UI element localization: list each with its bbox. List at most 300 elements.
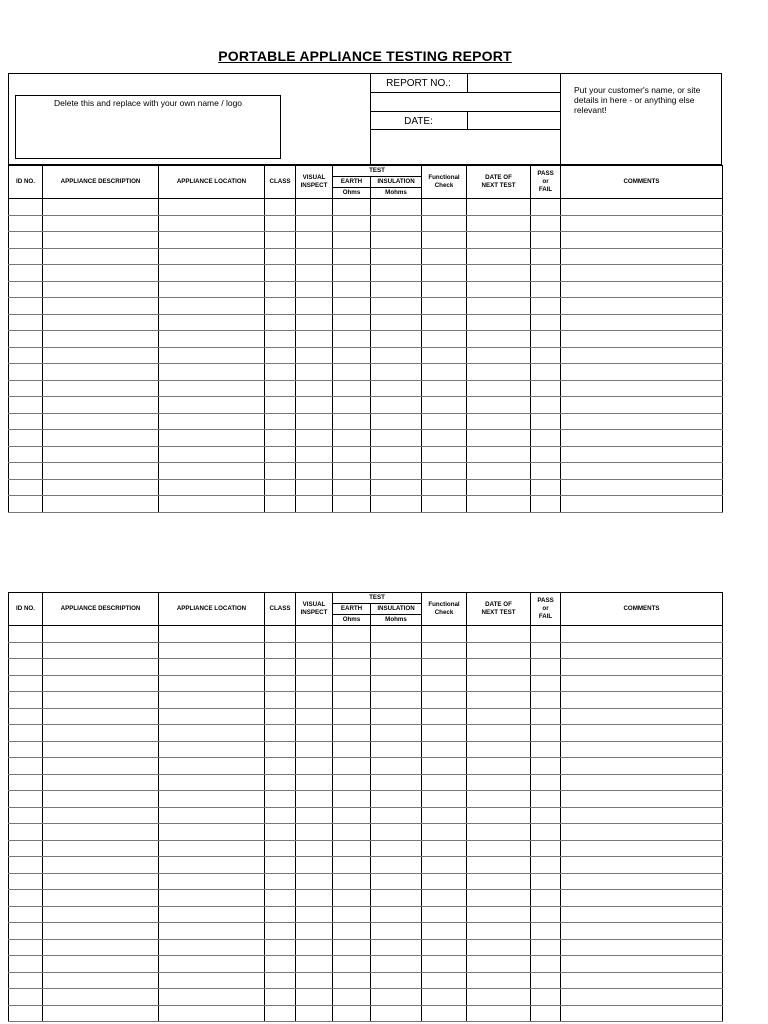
table-cell[interactable]	[159, 675, 265, 692]
table-cell[interactable]	[561, 741, 723, 758]
table-cell[interactable]	[159, 692, 265, 709]
table-cell[interactable]	[333, 675, 371, 692]
table-cell[interactable]	[422, 642, 467, 659]
table-cell[interactable]	[467, 692, 531, 709]
table-cell[interactable]	[43, 281, 159, 298]
table-cell[interactable]	[371, 314, 422, 331]
table-cell[interactable]	[371, 989, 422, 1006]
table-cell[interactable]	[531, 840, 561, 857]
table-cell[interactable]	[422, 774, 467, 791]
table-cell[interactable]	[531, 347, 561, 364]
table-cell[interactable]	[531, 873, 561, 890]
table-cell[interactable]	[296, 873, 333, 890]
table-cell[interactable]	[265, 496, 296, 513]
table-cell[interactable]	[43, 380, 159, 397]
table-cell[interactable]	[333, 463, 371, 480]
table-cell[interactable]	[531, 199, 561, 216]
table-cell[interactable]	[333, 430, 371, 447]
table-cell[interactable]	[371, 248, 422, 265]
table-cell[interactable]	[467, 824, 531, 841]
table-cell[interactable]	[296, 659, 333, 676]
table-cell[interactable]	[333, 692, 371, 709]
table-cell[interactable]	[561, 758, 723, 775]
table-cell[interactable]	[9, 298, 43, 315]
table-cell[interactable]	[467, 626, 531, 643]
table-cell[interactable]	[159, 199, 265, 216]
table-cell[interactable]	[422, 397, 467, 414]
table-cell[interactable]	[296, 857, 333, 874]
table-cell[interactable]	[296, 199, 333, 216]
table-cell[interactable]	[296, 463, 333, 480]
table-cell[interactable]	[467, 281, 531, 298]
table-cell[interactable]	[265, 446, 296, 463]
table-cell[interactable]	[422, 758, 467, 775]
table-cell[interactable]	[43, 692, 159, 709]
table-cell[interactable]	[531, 215, 561, 232]
table-cell[interactable]	[159, 397, 265, 414]
table-cell[interactable]	[9, 956, 43, 973]
table-cell[interactable]	[531, 890, 561, 907]
table-cell[interactable]	[422, 956, 467, 973]
table-cell[interactable]	[371, 890, 422, 907]
table-cell[interactable]	[467, 642, 531, 659]
table-cell[interactable]	[43, 446, 159, 463]
table-cell[interactable]	[531, 298, 561, 315]
table-cell[interactable]	[296, 956, 333, 973]
table-cell[interactable]	[296, 248, 333, 265]
table-cell[interactable]	[43, 890, 159, 907]
table-cell[interactable]	[9, 659, 43, 676]
table-cell[interactable]	[561, 626, 723, 643]
table-cell[interactable]	[422, 380, 467, 397]
table-cell[interactable]	[561, 791, 723, 808]
table-cell[interactable]	[265, 642, 296, 659]
table-cell[interactable]	[9, 331, 43, 348]
table-cell[interactable]	[9, 314, 43, 331]
table-cell[interactable]	[467, 725, 531, 742]
table-cell[interactable]	[296, 397, 333, 414]
table-cell[interactable]	[296, 215, 333, 232]
table-cell[interactable]	[561, 675, 723, 692]
table-cell[interactable]	[422, 281, 467, 298]
table-cell[interactable]	[43, 758, 159, 775]
table-cell[interactable]	[43, 659, 159, 676]
table-cell[interactable]	[561, 642, 723, 659]
table-cell[interactable]	[561, 890, 723, 907]
table-cell[interactable]	[422, 840, 467, 857]
table-cell[interactable]	[422, 232, 467, 249]
table-cell[interactable]	[371, 972, 422, 989]
table-cell[interactable]	[531, 248, 561, 265]
table-cell[interactable]	[296, 380, 333, 397]
table-cell[interactable]	[422, 430, 467, 447]
table-cell[interactable]	[296, 840, 333, 857]
table-cell[interactable]	[422, 347, 467, 364]
table-cell[interactable]	[467, 232, 531, 249]
table-cell[interactable]	[333, 758, 371, 775]
table-cell[interactable]	[43, 989, 159, 1006]
table-cell[interactable]	[422, 708, 467, 725]
table-cell[interactable]	[159, 741, 265, 758]
table-cell[interactable]	[9, 642, 43, 659]
table-cell[interactable]	[159, 939, 265, 956]
table-cell[interactable]	[43, 675, 159, 692]
table-cell[interactable]	[422, 479, 467, 496]
table-cell[interactable]	[159, 824, 265, 841]
table-cell[interactable]	[159, 479, 265, 496]
table-cell[interactable]	[159, 857, 265, 874]
table-cell[interactable]	[265, 824, 296, 841]
table-cell[interactable]	[422, 890, 467, 907]
table-cell[interactable]	[43, 496, 159, 513]
table-cell[interactable]	[333, 281, 371, 298]
table-cell[interactable]	[467, 380, 531, 397]
table-cell[interactable]	[531, 692, 561, 709]
table-cell[interactable]	[371, 873, 422, 890]
table-cell[interactable]	[371, 463, 422, 480]
table-cell[interactable]	[333, 626, 371, 643]
table-cell[interactable]	[561, 430, 723, 447]
table-cell[interactable]	[9, 199, 43, 216]
table-cell[interactable]	[265, 857, 296, 874]
table-cell[interactable]	[265, 741, 296, 758]
table-cell[interactable]	[371, 215, 422, 232]
table-cell[interactable]	[531, 659, 561, 676]
table-cell[interactable]	[422, 906, 467, 923]
table-cell[interactable]	[371, 430, 422, 447]
table-cell[interactable]	[467, 956, 531, 973]
table-cell[interactable]	[159, 380, 265, 397]
table-cell[interactable]	[43, 199, 159, 216]
table-cell[interactable]	[265, 906, 296, 923]
table-cell[interactable]	[265, 956, 296, 973]
table-cell[interactable]	[333, 791, 371, 808]
table-cell[interactable]	[159, 774, 265, 791]
table-cell[interactable]	[9, 265, 43, 282]
table-cell[interactable]	[333, 248, 371, 265]
table-cell[interactable]	[265, 725, 296, 742]
date-field[interactable]	[468, 112, 560, 129]
table-cell[interactable]	[265, 479, 296, 496]
report-no-field[interactable]	[468, 74, 560, 92]
table-cell[interactable]	[531, 331, 561, 348]
table-cell[interactable]	[333, 496, 371, 513]
table-cell[interactable]	[9, 741, 43, 758]
table-cell[interactable]	[371, 708, 422, 725]
table-cell[interactable]	[531, 857, 561, 874]
table-cell[interactable]	[296, 807, 333, 824]
table-cell[interactable]	[467, 463, 531, 480]
table-cell[interactable]	[531, 972, 561, 989]
table-cell[interactable]	[265, 840, 296, 857]
table-cell[interactable]	[371, 232, 422, 249]
table-cell[interactable]	[159, 446, 265, 463]
table-cell[interactable]	[265, 807, 296, 824]
table-cell[interactable]	[467, 298, 531, 315]
table-cell[interactable]	[9, 989, 43, 1006]
table-cell[interactable]	[371, 446, 422, 463]
table-cell[interactable]	[265, 199, 296, 216]
table-cell[interactable]	[296, 331, 333, 348]
table-cell[interactable]	[561, 807, 723, 824]
table-cell[interactable]	[333, 741, 371, 758]
table-cell[interactable]	[371, 791, 422, 808]
table-cell[interactable]	[9, 281, 43, 298]
table-cell[interactable]	[9, 446, 43, 463]
table-cell[interactable]	[265, 298, 296, 315]
table-cell[interactable]	[467, 314, 531, 331]
table-cell[interactable]	[333, 413, 371, 430]
table-cell[interactable]	[296, 232, 333, 249]
table-cell[interactable]	[159, 463, 265, 480]
table-cell[interactable]	[296, 298, 333, 315]
table-cell[interactable]	[467, 446, 531, 463]
table-cell[interactable]	[159, 791, 265, 808]
table-cell[interactable]	[296, 708, 333, 725]
table-cell[interactable]	[333, 857, 371, 874]
table-cell[interactable]	[561, 281, 723, 298]
table-cell[interactable]	[43, 824, 159, 841]
table-cell[interactable]	[371, 642, 422, 659]
table-cell[interactable]	[371, 347, 422, 364]
table-cell[interactable]	[561, 479, 723, 496]
table-cell[interactable]	[422, 923, 467, 940]
table-cell[interactable]	[467, 906, 531, 923]
table-cell[interactable]	[467, 840, 531, 857]
table-cell[interactable]	[561, 413, 723, 430]
table-cell[interactable]	[333, 906, 371, 923]
table-cell[interactable]	[43, 1005, 159, 1022]
table-cell[interactable]	[561, 265, 723, 282]
table-cell[interactable]	[333, 972, 371, 989]
logo-placeholder-box[interactable]	[15, 95, 281, 159]
table-cell[interactable]	[561, 248, 723, 265]
table-cell[interactable]	[333, 265, 371, 282]
table-cell[interactable]	[467, 857, 531, 874]
table-cell[interactable]	[296, 741, 333, 758]
table-cell[interactable]	[9, 232, 43, 249]
table-cell[interactable]	[422, 199, 467, 216]
table-cell[interactable]	[531, 397, 561, 414]
table-cell[interactable]	[159, 989, 265, 1006]
table-cell[interactable]	[159, 215, 265, 232]
table-cell[interactable]	[333, 890, 371, 907]
table-cell[interactable]	[422, 741, 467, 758]
table-cell[interactable]	[265, 380, 296, 397]
table-cell[interactable]	[531, 824, 561, 841]
table-cell[interactable]	[265, 939, 296, 956]
table-cell[interactable]	[296, 314, 333, 331]
table-cell[interactable]	[43, 906, 159, 923]
table-cell[interactable]	[159, 232, 265, 249]
table-cell[interactable]	[333, 708, 371, 725]
table-cell[interactable]	[159, 364, 265, 381]
table-cell[interactable]	[531, 1005, 561, 1022]
table-cell[interactable]	[296, 496, 333, 513]
table-cell[interactable]	[561, 199, 723, 216]
table-cell[interactable]	[422, 446, 467, 463]
table-cell[interactable]	[296, 890, 333, 907]
table-cell[interactable]	[265, 265, 296, 282]
table-cell[interactable]	[561, 989, 723, 1006]
table-cell[interactable]	[333, 364, 371, 381]
table-cell[interactable]	[531, 758, 561, 775]
table-cell[interactable]	[43, 840, 159, 857]
table-cell[interactable]	[296, 430, 333, 447]
table-cell[interactable]	[467, 265, 531, 282]
table-cell[interactable]	[265, 708, 296, 725]
table-cell[interactable]	[467, 774, 531, 791]
table-cell[interactable]	[561, 956, 723, 973]
table-cell[interactable]	[333, 989, 371, 1006]
table-cell[interactable]	[531, 956, 561, 973]
table-cell[interactable]	[265, 659, 296, 676]
table-cell[interactable]	[265, 791, 296, 808]
table-cell[interactable]	[467, 248, 531, 265]
table-cell[interactable]	[561, 397, 723, 414]
table-cell[interactable]	[159, 298, 265, 315]
table-cell[interactable]	[43, 873, 159, 890]
table-cell[interactable]	[531, 430, 561, 447]
table-cell[interactable]	[422, 659, 467, 676]
table-cell[interactable]	[9, 758, 43, 775]
table-cell[interactable]	[422, 725, 467, 742]
table-cell[interactable]	[467, 331, 531, 348]
table-cell[interactable]	[43, 298, 159, 315]
table-cell[interactable]	[296, 725, 333, 742]
table-cell[interactable]	[531, 479, 561, 496]
table-cell[interactable]	[531, 380, 561, 397]
table-cell[interactable]	[265, 890, 296, 907]
table-cell[interactable]	[43, 232, 159, 249]
table-cell[interactable]	[422, 873, 467, 890]
table-cell[interactable]	[561, 692, 723, 709]
table-cell[interactable]	[561, 659, 723, 676]
table-cell[interactable]	[265, 331, 296, 348]
table-cell[interactable]	[296, 972, 333, 989]
table-cell[interactable]	[9, 906, 43, 923]
table-cell[interactable]	[159, 314, 265, 331]
table-cell[interactable]	[296, 675, 333, 692]
table-cell[interactable]	[265, 923, 296, 940]
table-cell[interactable]	[422, 791, 467, 808]
table-cell[interactable]	[43, 626, 159, 643]
table-cell[interactable]	[531, 939, 561, 956]
table-cell[interactable]	[422, 298, 467, 315]
table-cell[interactable]	[159, 281, 265, 298]
table-cell[interactable]	[265, 1005, 296, 1022]
table-cell[interactable]	[43, 857, 159, 874]
table-cell[interactable]	[422, 939, 467, 956]
table-cell[interactable]	[371, 265, 422, 282]
table-cell[interactable]	[265, 413, 296, 430]
table-cell[interactable]	[371, 741, 422, 758]
table-cell[interactable]	[159, 1005, 265, 1022]
table-cell[interactable]	[9, 397, 43, 414]
table-cell[interactable]	[159, 906, 265, 923]
table-cell[interactable]	[9, 857, 43, 874]
table-cell[interactable]	[296, 479, 333, 496]
table-cell[interactable]	[422, 675, 467, 692]
table-cell[interactable]	[371, 397, 422, 414]
table-cell[interactable]	[296, 1005, 333, 1022]
table-cell[interactable]	[43, 642, 159, 659]
table-cell[interactable]	[265, 758, 296, 775]
table-cell[interactable]	[296, 989, 333, 1006]
table-cell[interactable]	[159, 496, 265, 513]
table-cell[interactable]	[9, 430, 43, 447]
table-cell[interactable]	[561, 380, 723, 397]
table-cell[interactable]	[265, 364, 296, 381]
table-cell[interactable]	[531, 265, 561, 282]
table-cell[interactable]	[467, 989, 531, 1006]
table-cell[interactable]	[265, 347, 296, 364]
table-cell[interactable]	[9, 413, 43, 430]
table-cell[interactable]	[333, 446, 371, 463]
table-cell[interactable]	[467, 430, 531, 447]
table-cell[interactable]	[467, 479, 531, 496]
table-cell[interactable]	[467, 758, 531, 775]
table-cell[interactable]	[296, 758, 333, 775]
table-cell[interactable]	[159, 659, 265, 676]
table-cell[interactable]	[371, 659, 422, 676]
table-cell[interactable]	[9, 824, 43, 841]
table-cell[interactable]	[561, 708, 723, 725]
table-cell[interactable]	[43, 939, 159, 956]
table-cell[interactable]	[265, 232, 296, 249]
table-cell[interactable]	[9, 463, 43, 480]
table-cell[interactable]	[296, 939, 333, 956]
table-cell[interactable]	[371, 479, 422, 496]
table-cell[interactable]	[561, 215, 723, 232]
table-cell[interactable]	[561, 906, 723, 923]
table-cell[interactable]	[467, 215, 531, 232]
table-cell[interactable]	[159, 725, 265, 742]
table-cell[interactable]	[159, 430, 265, 447]
table-cell[interactable]	[296, 347, 333, 364]
table-cell[interactable]	[159, 265, 265, 282]
table-cell[interactable]	[531, 232, 561, 249]
table-cell[interactable]	[422, 972, 467, 989]
table-cell[interactable]	[43, 741, 159, 758]
table-cell[interactable]	[9, 774, 43, 791]
table-cell[interactable]	[9, 1005, 43, 1022]
table-cell[interactable]	[561, 364, 723, 381]
table-cell[interactable]	[9, 692, 43, 709]
table-cell[interactable]	[333, 397, 371, 414]
table-cell[interactable]	[531, 642, 561, 659]
table-cell[interactable]	[9, 380, 43, 397]
table-cell[interactable]	[159, 331, 265, 348]
table-cell[interactable]	[561, 824, 723, 841]
table-cell[interactable]	[333, 215, 371, 232]
table-cell[interactable]	[467, 807, 531, 824]
table-cell[interactable]	[371, 939, 422, 956]
table-cell[interactable]	[531, 626, 561, 643]
table-cell[interactable]	[43, 215, 159, 232]
table-cell[interactable]	[371, 725, 422, 742]
table-cell[interactable]	[561, 725, 723, 742]
table-cell[interactable]	[43, 413, 159, 430]
table-cell[interactable]	[43, 248, 159, 265]
table-cell[interactable]	[371, 364, 422, 381]
table-cell[interactable]	[467, 923, 531, 940]
table-cell[interactable]	[531, 413, 561, 430]
table-cell[interactable]	[531, 741, 561, 758]
table-cell[interactable]	[422, 824, 467, 841]
table-cell[interactable]	[371, 380, 422, 397]
table-cell[interactable]	[371, 906, 422, 923]
